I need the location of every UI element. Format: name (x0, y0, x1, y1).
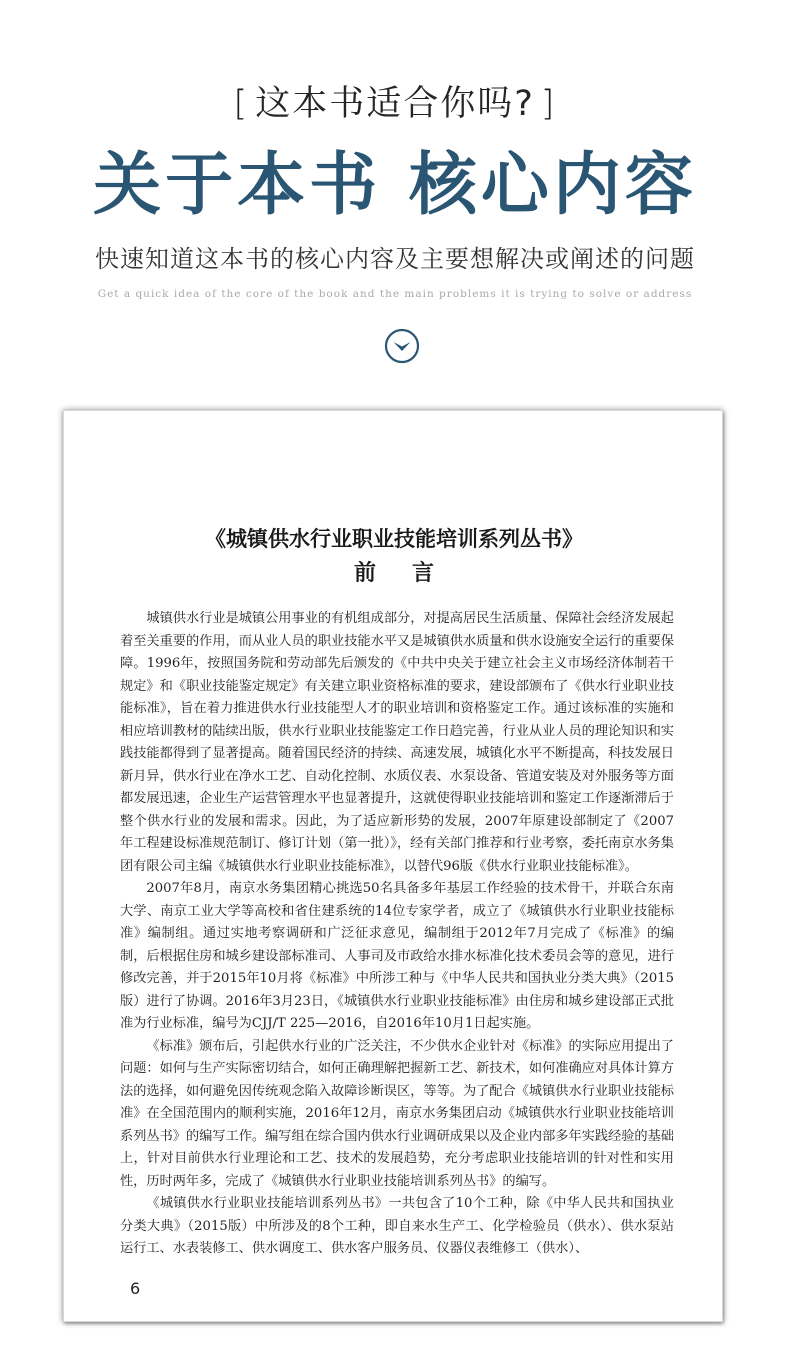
tagline-text: 这本书适合你吗? (255, 84, 535, 124)
promo-header (0, 0, 790, 400)
tagline-bracket-left: [ (233, 84, 250, 124)
body-paragraph: 城镇供水行业是城镇公用事业的有机组成部分，对提高居民生活质量、保障社会经济发展起着至关重要的作用，而从业人员的职业技能水平又是城镇供水质量和供水设施安全运行的重要保障。1996年，按照国务院和劳动部先后颁发的《中共中央关于建立社会主义市场经济体制若干规定》和《职业技能鉴定规定》有关建立职业资格标准的要求，建设部颁布了《供水行业职业技能标准》，旨在着力推进供水行业技能型人才的职业培训和资格鉴定工作。通过该标准的实施和相应培训教材的陆续出版，供水行业职业技能鉴定工作日趋完善，行业从业人员的理论知识和实践技能都得到了显著提高。随着国民经济的持续、高速发展，城镇化水平不断提高，科技发展日新月异，供水行业在净水工艺、自动化控制、水质仪表、水泵设备、管道安装及对外服务等方面都发展迅速，企业生产运营管理水平也显著提升，这就使得职业技能培训和鉴定工作逐渐滞后于整个供水行业的发展和需求。因此，为了适应新形势的发展，2007年原建设部制定了《2007年工程建设标准规范制订、修订计划（第一批）》，经有关部门推荐和行业考察，委托南京水务集团有限公司主编《城镇供水行业职业技能标准》，以替代96版《供水行业职业技能标准》。 (120, 611, 674, 874)
page-title: 关于本书 核心内容 (93, 145, 697, 225)
tagline (0, 82, 790, 126)
body-paragraph: 2007年8月，南京水务集团精心挑选50名具备多年基层工作经验的技术骨干，并联合东南大学、南京工业大学等高校和省住建系统的14位专家学者，成立了《城镇供水行业职业技能标准》编制组。通过实地考察调研和广泛征求意见，编制组于2012年7月完成了《标准》的编制，后根据住房和城乡建设部标准司、人事司及市政给水排水标准化技术委员会等的意见，进行修改完善，并于2015年10月将《标准》中所涉工种与《中华人民共和国执业分类大典》（2015版）进行了协调。2016年3月23日，《城镇供水行业职业技能标准》由住房和城乡建设部正式批准为行业标准，编号为CJJ/T 225—2016，自2016年10月1日起实施。 (120, 881, 674, 1031)
document-body (120, 608, 674, 1261)
page-number: 6 (130, 1279, 141, 1298)
body-paragraph: 《城镇供水行业职业技能培训系列丛书》一共包含了10个工种，除《中华人民共和国执业分类大典》（2015版）中所涉及的8个工种，即自来水生产工、化学检验员（供水）、供水泵站运行工、水表装修工、供水调度工、供水客户服务员、仪器仪表维修工（供水）、 (120, 1196, 674, 1256)
chevron-down-circle-icon[interactable] (384, 328, 420, 364)
subtitle-english: Get a quick idea of the core of the book and the main problems it is trying to solve or address (97, 288, 693, 300)
tagline-bracket-right: ] (540, 84, 557, 124)
document-title: 《城镇供水行业职业技能培训系列丛书》 (205, 527, 583, 551)
document-page-scan (63, 410, 723, 1322)
subtitle-chinese: 快速知道这本书的核心内容及主要想解决或阐述的问题 (95, 245, 695, 273)
document-subtitle: 前言 (353, 561, 470, 586)
body-paragraph: 《标准》颁布后，引起供水行业的广泛关注，不少供水企业针对《标准》的实际应用提出了问题：如何与生产实际密切结合，如何正确理解把握新工艺、新技术，如何准确应对具体计算方法的选择，如何避免因传统观念陷入故障诊断误区，等等。为了配合《城镇供水行业职业技能标准》在全国范围内的顺利实施，2016年12月，南京水务集团启动《城镇供水行业职业技能培训系列丛书》的编写工作。编写组在综合国内供水行业调研成果以及企业内部多年实践经验的基础上，针对目前供水行业理论和工艺、技术的发展趋势，充分考虑职业技能培训的针对性和实用性，历时两年多，完成了《城镇供水行业职业技能培训系列丛书》的编写。 (120, 1038, 674, 1189)
